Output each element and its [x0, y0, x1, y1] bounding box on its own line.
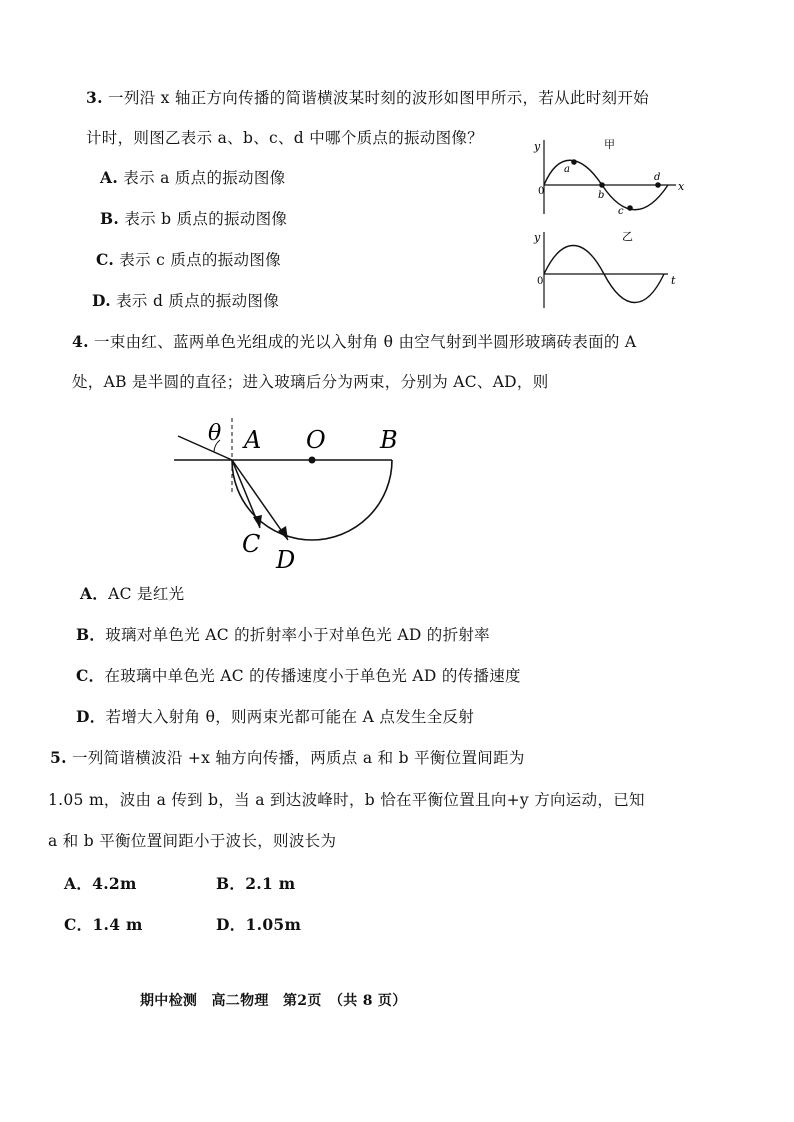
svg-text:0: 0	[537, 276, 544, 287]
q5-number: 5.	[50, 748, 67, 767]
q4-stem-line1: 4. 一束由红、蓝两单色光组成的光以入射角 θ 由空气射到半圆形玻璃砖表面的 A	[72, 332, 637, 351]
q5-option-b: B．2.1 m	[216, 874, 296, 893]
q3-option-a: A. 表示 a 质点的振动图像	[100, 168, 286, 187]
q5-option-c: C．1.4 m	[64, 915, 143, 934]
q5-option-d: D．1.05m	[216, 915, 302, 934]
q4-number: 4.	[72, 332, 89, 351]
q4-option-c: C．在玻璃中单色光 AC 的传播速度小于单色光 AD 的传播速度	[76, 666, 521, 685]
q4-option-b: B．玻璃对单色光 AC 的折射率小于对单色光 AD 的折射率	[76, 625, 490, 644]
page-footer: 期中检测 高二物理 第2页 （共 8 页）	[140, 993, 407, 1009]
svg-text:C: C	[242, 530, 261, 558]
svg-text:B: B	[380, 426, 398, 454]
figure-jia-wave	[528, 132, 688, 222]
q3-number: 3.	[86, 88, 103, 107]
q3-option-c: C. 表示 c 质点的振动图像	[96, 250, 281, 269]
q4-option-a: A．AC 是红光	[80, 584, 185, 603]
q3-stem-line1: 3. 一列沿 x 轴正方向传播的简谐横波某时刻的波形如图甲所示，若从此时刻开始	[86, 88, 649, 107]
point-c-dot	[627, 205, 633, 211]
figure-semicircle-refraction	[160, 410, 420, 580]
point-a-dot	[571, 159, 577, 165]
q4-option-d: D．若增大入射角 θ，则两束光都可能在 A 点发生全反射	[76, 707, 475, 726]
q3-option-b: B. 表示 b 质点的振动图像	[100, 209, 288, 228]
q3-option-d: D. 表示 d 质点的振动图像	[92, 291, 280, 310]
svg-text:b: b	[598, 190, 605, 201]
q4-stem-line2: 处，AB 是半圆的直径；进入玻璃后分为两束，分别为 AC、AD，则	[72, 373, 549, 391]
q5-option-a: A．4.2m	[64, 874, 137, 893]
svg-text:d: d	[654, 172, 661, 183]
point-b-dot	[599, 182, 605, 188]
q5-stem-line2: 1.05 m，波由 a 传到 b，当 a 到达波峰时，b 恰在平衡位置且向+y 方向运动，已知	[48, 791, 645, 809]
svg-text:θ: θ	[208, 421, 222, 446]
svg-text:A: A	[244, 426, 262, 454]
svg-text:y: y	[534, 231, 541, 244]
svg-text:x: x	[678, 180, 685, 193]
svg-text:c: c	[618, 206, 624, 217]
q3-stem-line2: 计时，则图乙表示 a、b、c、d 中哪个质点的振动图像？	[86, 129, 484, 147]
svg-text:a: a	[564, 164, 570, 175]
svg-text:0: 0	[538, 186, 545, 197]
svg-text:D: D	[276, 546, 296, 574]
svg-text:t: t	[671, 274, 676, 287]
figure-yi-vibration	[528, 226, 688, 316]
svg-text:乙: 乙	[622, 230, 633, 243]
svg-text:O: O	[306, 426, 326, 454]
q5-stem-line3: a 和 b 平衡位置间距小于波长，则波长为	[48, 832, 337, 850]
q5-stem-line1: 5. 一列简谐横波沿 +x 轴方向传播，两质点 a 和 b 平衡位置间距为	[50, 748, 525, 767]
svg-text:y: y	[534, 140, 541, 153]
svg-text:甲: 甲	[604, 138, 615, 151]
point-d-dot	[655, 182, 661, 188]
center-o-dot	[309, 457, 316, 464]
